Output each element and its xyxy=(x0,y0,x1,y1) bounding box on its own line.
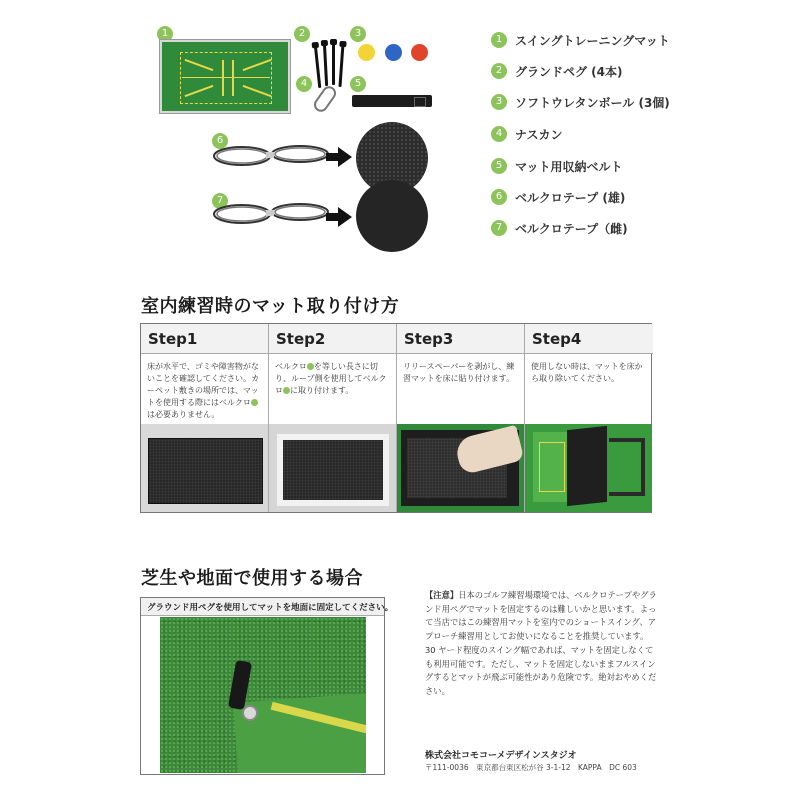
step-title: Step1 xyxy=(148,330,198,348)
step-text: 床が水平で、ゴミや障害物がないことを確認してください。カーペット敷きの場所では、マットを使用する際にはベルクロ xyxy=(147,362,259,407)
mat-target-zone xyxy=(539,442,565,492)
velcro-marker-icon xyxy=(251,399,258,406)
step-description xyxy=(147,361,265,421)
legend-label: ベルクロテープ（雌) xyxy=(515,222,628,236)
velcro-marker-icon xyxy=(283,387,290,394)
step-4-photo xyxy=(525,424,652,512)
step-header xyxy=(397,324,524,354)
legend-label: ナスカン xyxy=(515,128,563,142)
parts-section xyxy=(0,0,800,255)
badge-2: 2 xyxy=(294,26,310,42)
company-name: 株式会社コモコーメデザインスタジオ xyxy=(425,751,577,761)
velcro-female-disc-image xyxy=(356,180,428,252)
badge-4: 4 xyxy=(296,76,312,92)
legend-badge: 1 xyxy=(491,32,507,48)
indoor-section-title: 室内練習時のマット取り付け方 xyxy=(141,296,400,317)
peg-image xyxy=(323,42,328,86)
step-text: ベルクロ xyxy=(275,362,307,371)
legend-item xyxy=(491,218,791,238)
arrow-right-icon xyxy=(338,207,352,227)
legend-badge: 2 xyxy=(491,63,507,79)
step-text: は必要ありません。 xyxy=(147,410,220,419)
step-description xyxy=(531,361,649,385)
mat-center-line xyxy=(182,77,270,78)
legend-label: グランドペグ (4本) xyxy=(515,65,623,79)
ground-usage-box xyxy=(140,597,394,775)
step-title: Step4 xyxy=(532,330,582,348)
peg-image xyxy=(332,41,335,85)
legend-label: ベルクロテープ (雄) xyxy=(515,191,626,205)
step-description xyxy=(275,361,393,397)
caution-label: 【注意】 xyxy=(425,590,459,600)
yellow-ball-image xyxy=(358,44,375,61)
step-4 xyxy=(525,324,653,512)
step-text: 使用しない時は、マットを床から取り除いてください。 xyxy=(531,362,643,383)
step-3 xyxy=(397,324,525,512)
step-2-photo xyxy=(269,424,396,512)
legend-badge: 6 xyxy=(491,189,507,205)
caution-note xyxy=(425,589,657,699)
legend-badge: 4 xyxy=(491,126,507,142)
badge-6: 6 xyxy=(212,133,228,149)
badge-3: 3 xyxy=(350,26,366,42)
red-ball-image xyxy=(411,44,428,61)
grommet-image xyxy=(242,705,258,721)
velcro-marker-icon xyxy=(307,363,314,370)
step-3-photo xyxy=(397,424,524,512)
legend-badge: 5 xyxy=(491,158,507,174)
mat-back-image xyxy=(283,440,383,500)
legend-item xyxy=(491,156,791,176)
step-text: を等しい長さに切り、ループ側を使用してベルクロ xyxy=(275,362,387,395)
outdoor-section-title: 芝生や地面で使用する場合 xyxy=(141,568,363,589)
legend-badge: 7 xyxy=(491,220,507,236)
velcro-strip-image xyxy=(609,438,645,496)
blue-ball-image xyxy=(385,44,402,61)
step-1 xyxy=(141,324,269,512)
ground-caption-bar xyxy=(141,598,394,616)
legend-item xyxy=(491,30,791,50)
velcro-tape-coil-female xyxy=(212,200,330,228)
caution-text: 日本のゴルフ練習場環境では、ベルクロテープやグランド用ペグでマットを固定するのは難しいかと思います。よって当店ではこの練習用マットを室内でのショートスイング、アプローチ練習用としてお使いになることを推奨しています。30 ヤード程度のスイング幅であれば、マットを固定しなくても利用可能です。ただし、マットを固定しないままフルスイングするとマットが飛ぶ可能性があり危険です。絶対おやめください。 xyxy=(425,590,657,696)
legend-label: マット用収納ベルト xyxy=(515,160,623,174)
legend-item xyxy=(491,61,791,81)
company-address: 〒111-0036 東京都台東区松が谷 3-1-12 KAPPA DC 603 xyxy=(425,763,637,772)
steps-table xyxy=(140,323,652,513)
step-header xyxy=(269,324,396,354)
step-description xyxy=(403,361,521,385)
mat-target-zone xyxy=(180,52,272,104)
mat-line xyxy=(232,60,234,96)
step-title: Step3 xyxy=(404,330,454,348)
peeled-mat-image xyxy=(567,426,607,506)
badge-1: 1 xyxy=(157,26,173,42)
legend-item xyxy=(491,92,791,112)
carabiner-image xyxy=(311,84,339,115)
step-1-photo xyxy=(141,424,268,512)
step-2 xyxy=(269,324,397,512)
legend-label: ソフトウレタンボール (3個) xyxy=(515,96,670,110)
step-header xyxy=(525,324,653,354)
step-text: に取り付けます。 xyxy=(290,386,354,395)
velcro-tape-coil-male xyxy=(212,142,330,170)
legend-item xyxy=(491,124,791,144)
step-title: Step2 xyxy=(276,330,326,348)
arrow-right-icon xyxy=(338,147,352,167)
legend-badge: 3 xyxy=(491,94,507,110)
mat-line xyxy=(222,60,224,96)
step-header xyxy=(141,324,268,354)
mat-back-image xyxy=(148,438,263,504)
training-mat-image xyxy=(160,40,290,113)
badge-7: 7 xyxy=(212,193,228,209)
peg-image xyxy=(314,44,322,88)
ground-caption: グラウンド用ペグを使用してマットを地面に固定してください。 xyxy=(147,603,394,613)
badge-5: 5 xyxy=(350,76,366,92)
ground-peg-photo xyxy=(160,617,366,773)
legend-label: スイングトレーニングマット xyxy=(515,34,670,48)
step-text: リリースペーパーを剥がし、練習マットを床に貼り付けます。 xyxy=(403,362,515,383)
mat-on-grass-image xyxy=(233,692,366,773)
storage-belt-image xyxy=(352,95,432,107)
peg-image xyxy=(338,43,344,87)
legend-item xyxy=(491,187,791,207)
